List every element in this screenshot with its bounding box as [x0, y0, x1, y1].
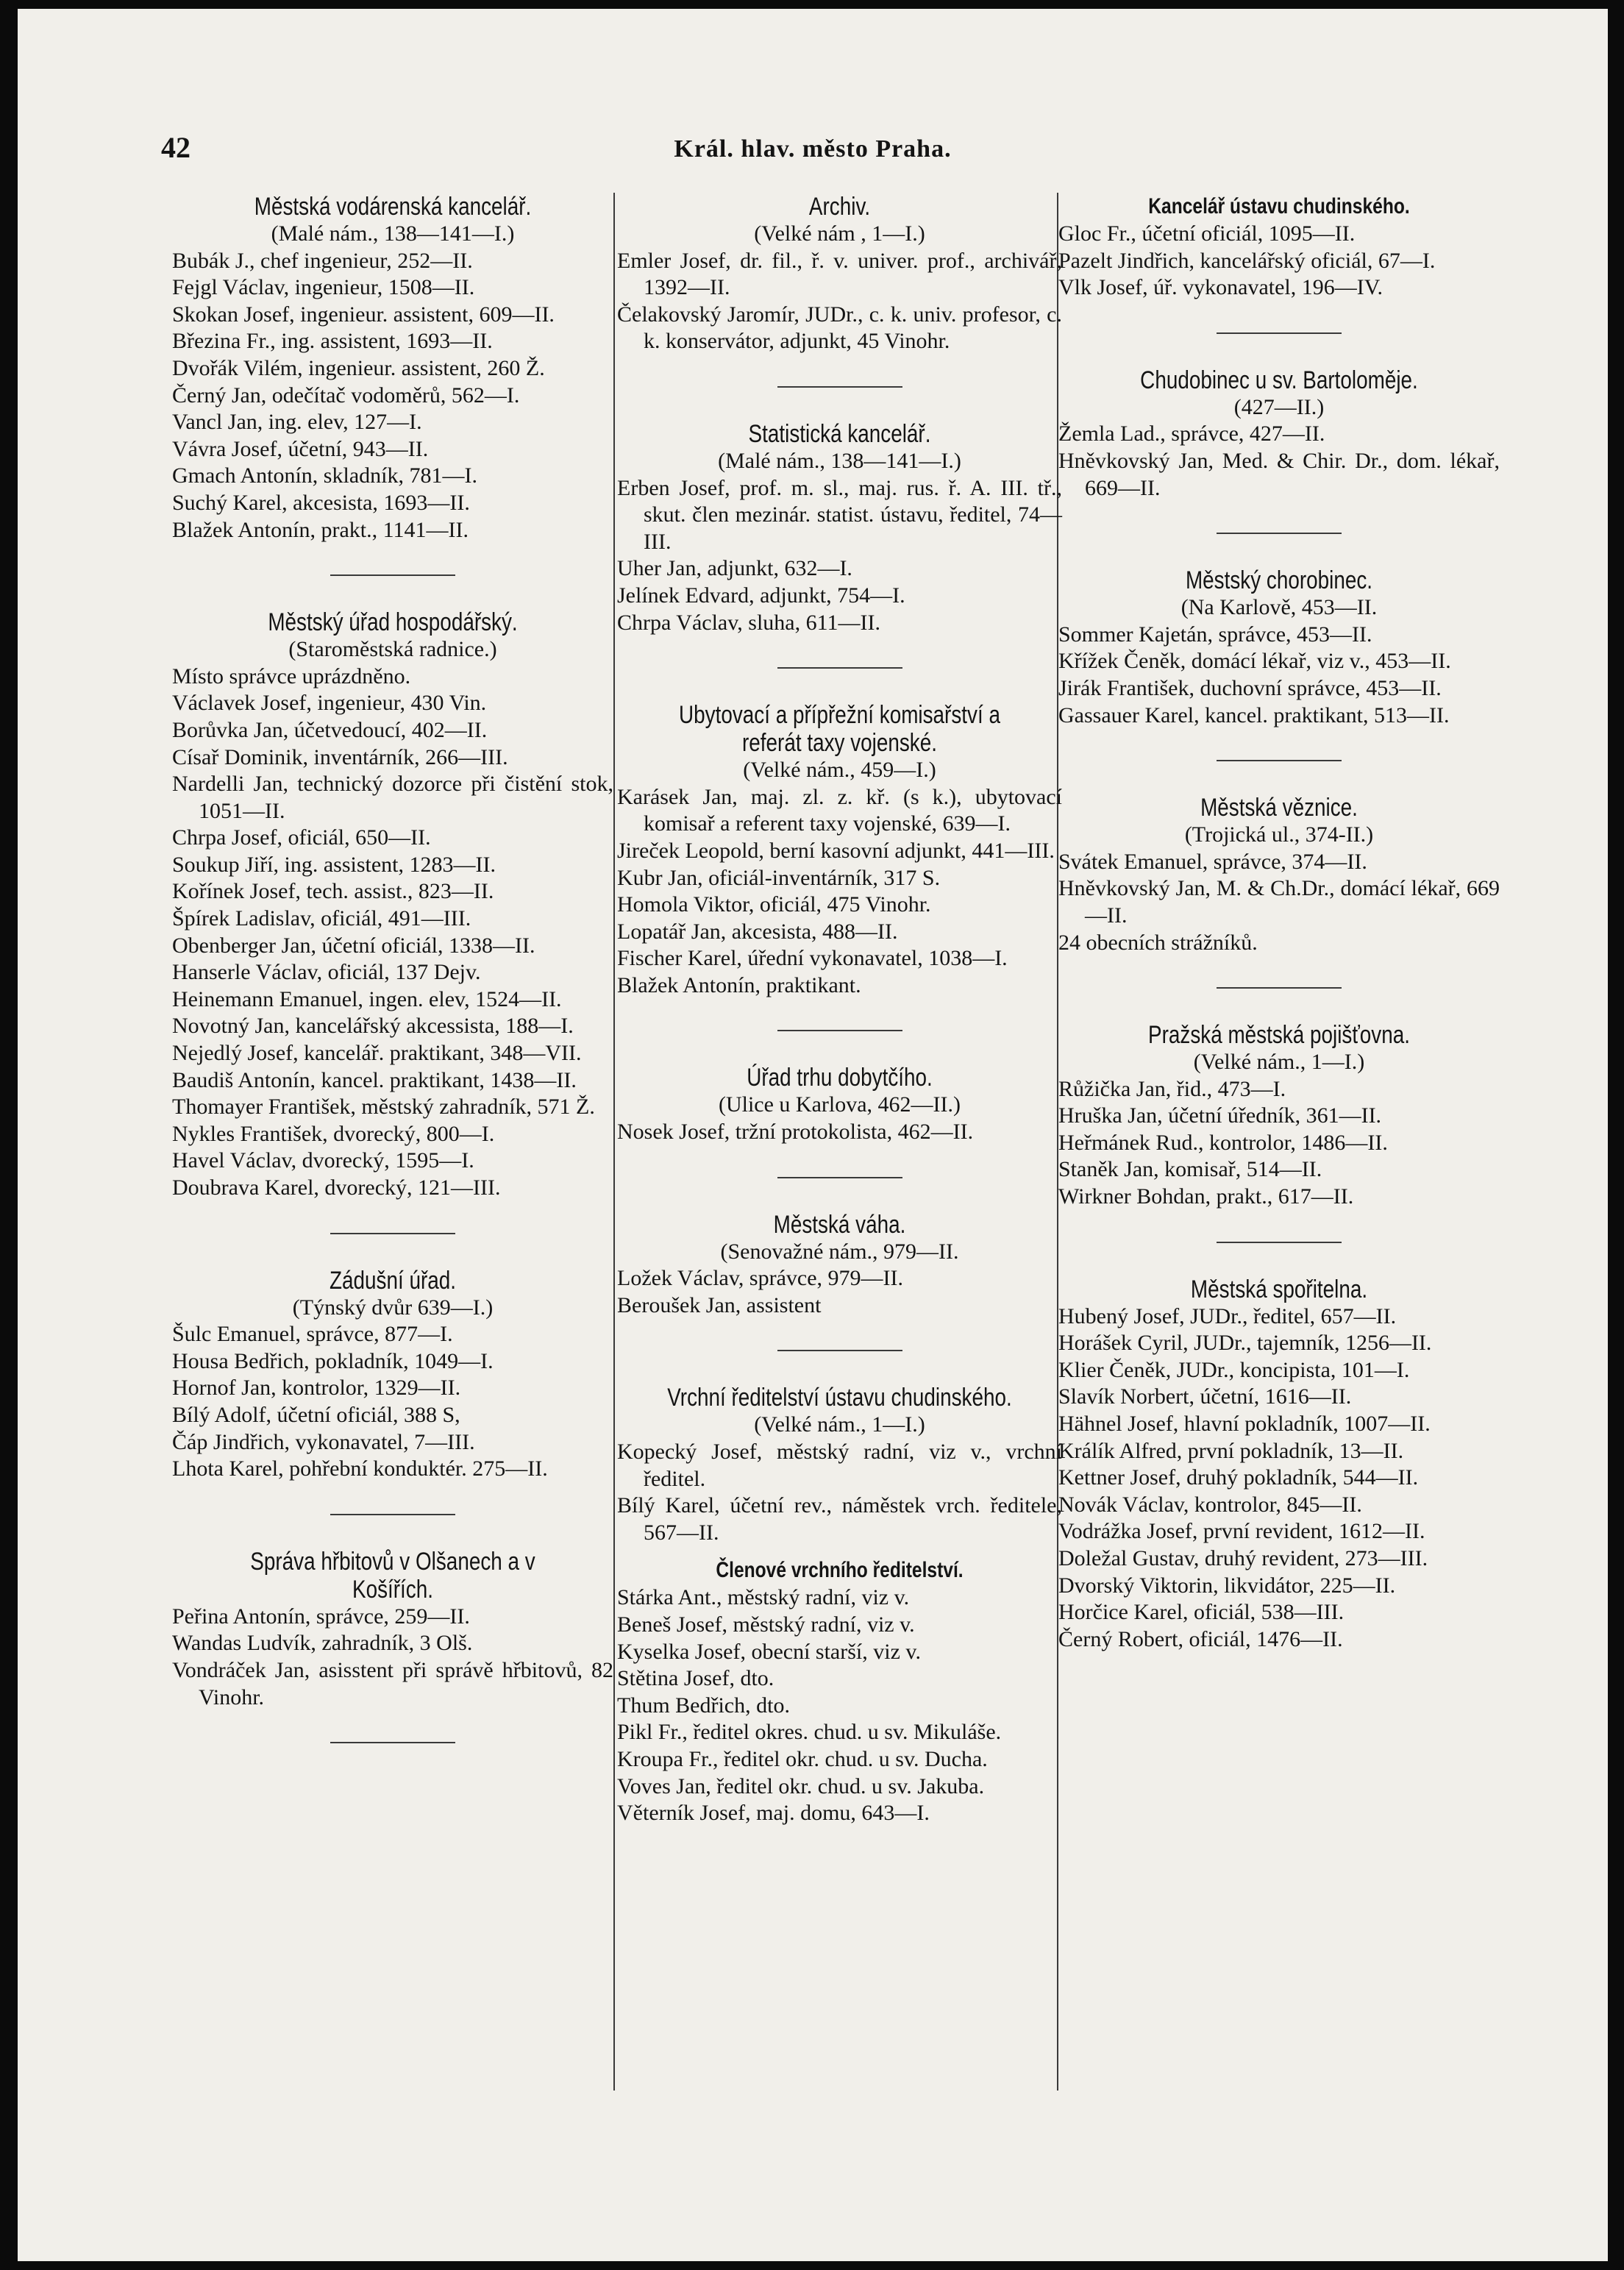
- section-divider: [1217, 332, 1342, 334]
- section-title: Městská vodárenská kancelář.: [254, 193, 532, 221]
- section-divider: [777, 667, 902, 669]
- directory-entry: Žemla Lad., správce, 427—II.: [1058, 421, 1325, 446]
- page-number: 42: [161, 131, 190, 164]
- directory-entry: Uher Jan, adjunkt, 632—I.: [617, 556, 852, 581]
- directory-entry: Hubený Josef, JUDr., ředitel, 657—II.: [1058, 1303, 1397, 1328]
- directory-entry: Chrpa Václav, sluha, 611—II.: [617, 610, 880, 635]
- section-title: Statistická kancelář.: [748, 419, 931, 448]
- directory-entry: Novák Václav, kontrolor, 845—II.: [1058, 1492, 1362, 1517]
- directory-entry: Ložek Václav, správce, 979—II.: [617, 1266, 904, 1291]
- directory-entry: Horášek Cyril, JUDr., tajemník, 1256—II.: [1058, 1331, 1432, 1356]
- directory-entry: Blažek Antonín, praktikant.: [617, 972, 861, 997]
- section-title: Vrchní ředitelství ústavu chudinského.: [667, 1384, 1012, 1412]
- section-title: Městská věznice.: [1200, 794, 1358, 822]
- directory-entry: Suchý Karel, akcesista, 1693—II.: [172, 490, 470, 515]
- column-left: [172, 193, 613, 1743]
- directory-entry: Kyselka Josef, obecní starší, viz v.: [617, 1639, 921, 1664]
- section: [617, 420, 1062, 636]
- directory-entry: Nejedlý Josef, kancelář. praktikant, 348—VII.: [172, 1041, 582, 1066]
- directory-entry: Hanserle Václav, oficiál, 137 Dejv.: [172, 960, 481, 985]
- directory-entry: Havel Václav, dvorecký, 1595—I.: [172, 1148, 474, 1173]
- section: [1058, 366, 1500, 502]
- directory-entry: Vodrážka Josef, první revident, 1612—II.: [1058, 1519, 1425, 1544]
- directory-entry: Beroušek Jan, assistent: [617, 1292, 822, 1317]
- section-divider: [330, 1742, 455, 1743]
- directory-entry: Gmach Antonín, skladník, 781—I.: [172, 463, 477, 488]
- directory-entry: Černý Jan, odečítač vodoměrů, 562—I.: [172, 383, 520, 408]
- section-address: (427—II.): [1233, 394, 1325, 419]
- section-title: Chudobinec u sv. Bartoloměje.: [1140, 366, 1418, 394]
- directory-entry: Černý Robert, oficiál, 1476—II.: [1058, 1626, 1343, 1651]
- directory-entry: Heinemann Emanuel, ingen. elev, 1524—II.: [172, 986, 562, 1011]
- directory-entry: Nosek Josef, tržní protokolista, 462—II.: [617, 1120, 974, 1145]
- directory-entry: Housa Bedřich, pokladník, 1049—I.: [172, 1348, 494, 1373]
- directory-entry: Kopecký Josef, městský radní, viz v., vrchní ředitel.: [617, 1440, 1062, 1491]
- directory-entry: Křížek Čeněk, domácí lékař, viz v., 453—II.: [1058, 649, 1451, 674]
- directory-entry: Fischer Karel, úřední vykonavatel, 1038—I.: [617, 946, 1008, 971]
- directory-entry: Emler Josef, dr. fil., ř. v. univer. prof., archivář, 1392—II.: [617, 248, 1062, 300]
- directory-entry: Vondráček Jan, asisstent při správě hřbitovů, 82 Vinohr.: [172, 1657, 613, 1709]
- section-divider: [1217, 1242, 1342, 1243]
- directory-entry: Kettner Josef, druhý pokladník, 544—II.: [1058, 1465, 1419, 1490]
- directory-entry: Thum Bedřich, dto.: [617, 1693, 790, 1718]
- section-divider: [1217, 533, 1342, 534]
- section-divider: [1217, 987, 1342, 989]
- directory-entry: Pikl Fr., ředitel okres. chud. u sv. Mikuláše.: [617, 1720, 1002, 1745]
- directory-entry: Václavek Josef, ingenieur, 430 Vin.: [172, 691, 487, 716]
- directory-entry: Doubrava Karel, dvorecký, 121—III.: [172, 1175, 501, 1200]
- section-title: Městská váha.: [773, 1210, 906, 1239]
- section-divider: [777, 386, 902, 388]
- section: [172, 608, 613, 1201]
- directory-entry: Borůvka Jan, účetvedoucí, 402—II.: [172, 717, 488, 742]
- directory-entry: Špírek Ladislav, oficiál, 491—III.: [172, 906, 471, 931]
- directory-entry: Dvořák Vilém, ingenieur. assistent, 260 Ž.: [172, 355, 545, 380]
- section-address: (Staroměstská radnice.): [288, 637, 497, 662]
- directory-entry: Čelakovský Jaromír, JUDr., c. k. univ. profesor, c. k. konservátor, adjunkt, 45 Vinohr.: [617, 302, 1062, 354]
- directory-entry: Bílý Adolf, účetní oficiál, 388 S,: [172, 1402, 460, 1427]
- column-middle: [617, 193, 1062, 1827]
- directory-entry: Vávra Josef, účetní, 943—II.: [172, 436, 429, 461]
- directory-entry: Hněvkovský Jan, M. & Ch.Dr., domácí lékař, 669—II.: [1058, 876, 1500, 928]
- section-title: Městský úřad hospodářský.: [268, 608, 518, 637]
- section: [172, 1267, 613, 1483]
- section: [617, 193, 1062, 355]
- directory-entry: Věterník Josef, maj. domu, 643—I.: [617, 1801, 930, 1826]
- section: [617, 701, 1062, 999]
- directory-entry: Stětina Josef, dto.: [617, 1666, 774, 1691]
- directory-entry: Obenberger Jan, účetní oficiál, 1338—II.: [172, 933, 535, 958]
- directory-entry: Karásek Jan, maj. zl. z. kř. (s k.), ubytovací komisař a referent taxy vojenské, 639—I.: [617, 784, 1062, 836]
- section-divider: [777, 1030, 902, 1031]
- column-rule: [613, 193, 615, 2091]
- directory-entry: Bubák J., chef ingenieur, 252—II.: [172, 248, 473, 273]
- section-address: (Velké nám , 1—I.): [754, 221, 925, 246]
- section-address: (Malé nám., 138—141—I.): [271, 221, 515, 246]
- directory-entry: Stárka Ant., městský radní, viz v.: [617, 1585, 910, 1610]
- directory-entry: Doležal Gustav, druhý revident, 273—III.: [1058, 1546, 1428, 1570]
- directory-entry: Soukup Jiří, ing. assistent, 1283—II.: [172, 852, 496, 877]
- directory-entry: Blažek Antonín, prakt., 1141—II.: [172, 517, 469, 542]
- directory-entry: Dvorský Viktorin, likvidátor, 225—II.: [1058, 1573, 1396, 1598]
- section-address: (Velké nám., 1—I.): [1193, 1050, 1365, 1075]
- directory-entry: Horčice Karel, oficiál, 538—III.: [1058, 1600, 1345, 1625]
- section-address: (Ulice u Karlova, 462—II.): [718, 1092, 961, 1117]
- directory-entry: Baudiš Antonín, kancel. praktikant, 1438—II.: [172, 1067, 577, 1092]
- section: [617, 1064, 1062, 1145]
- column-right: [1058, 193, 1500, 1653]
- directory-entry: Jireček Leopold, berní kasovní adjunkt, 441—III.: [617, 838, 1055, 863]
- directory-entry: Čáp Jindřich, vykonavatel, 7—III.: [172, 1429, 475, 1454]
- directory-entry: Homola Viktor, oficiál, 475 Vinohr.: [617, 892, 931, 917]
- section-divider: [1217, 760, 1342, 761]
- directory-entry: Gloc Fr., účetní oficiál, 1095—II.: [1058, 221, 1356, 246]
- section-title: Archiv.: [808, 193, 871, 221]
- section-address: (Senovažné nám., 979—II.: [720, 1239, 959, 1264]
- section: [1058, 566, 1500, 729]
- section-address: (Trojická ul., 374-II.): [1184, 822, 1374, 847]
- directory-entry: Hornof Jan, kontrolor, 1329—II.: [172, 1376, 461, 1401]
- section-title: Kancelář ústavu chudinského.: [1148, 194, 1410, 218]
- directory-entry: Březina Fr., ing. assistent, 1693—II.: [172, 329, 493, 354]
- directory-entry: Gassauer Karel, kancel. praktikant, 513—II.: [1058, 702, 1450, 727]
- directory-entry: Kořínek Josef, tech. assist., 823—II.: [172, 879, 494, 904]
- directory-entry: Sommer Kajetán, správce, 453—II.: [1058, 622, 1372, 647]
- directory-entry: Pazelt Jindřich, kancelářský oficiál, 67—I.: [1058, 248, 1436, 273]
- directory-entry: 24 obecních strážníků.: [1058, 930, 1258, 955]
- section-divider: [330, 1514, 455, 1515]
- directory-entry: Slavík Norbert, účetní, 1616—II.: [1058, 1384, 1352, 1409]
- directory-entry: Nykles František, dvorecký, 800—I.: [172, 1121, 495, 1146]
- scanned-page: [18, 9, 1608, 2261]
- directory-entry: Lopatář Jan, akcesista, 488—II.: [617, 919, 898, 944]
- section-address: (Velké nám., 459—I.): [743, 758, 936, 783]
- directory-entry: Kubr Jan, oficiál-inventárník, 317 S.: [617, 865, 941, 890]
- directory-entry: Staněk Jan, komisař, 514—II.: [1058, 1157, 1322, 1182]
- directory-entry: Vancl Jan, ing. elev, 127—I.: [172, 410, 422, 435]
- directory-entry: Císař Dominik, inventárník, 266—III.: [172, 744, 508, 769]
- directory-entry: Růžička Jan, řid., 473—I.: [1058, 1076, 1286, 1101]
- section: [1058, 1021, 1500, 1211]
- directory-entry: Voves Jan, ředitel okr. chud. u sv. Jakuba.: [617, 1773, 985, 1798]
- section-divider: [777, 1350, 902, 1351]
- section-title: Ubytovací a přípřežní komisařství a referát taxy vojenské.: [679, 701, 1000, 758]
- directory-entry: Hněvkovský Jan, Med. & Chir. Dr., dom. lékař, 669—II.: [1058, 448, 1500, 500]
- section: [1058, 193, 1500, 302]
- directory-entry: Chrpa Josef, oficiál, 650—II.: [172, 825, 431, 850]
- directory-entry: Jelínek Edvard, adjunkt, 754—I.: [617, 583, 905, 608]
- section-divider: [330, 1233, 455, 1234]
- directory-entry: Wirkner Bohdan, prakt., 617—II.: [1058, 1184, 1354, 1209]
- directory-entry: Lhota Karel, pohřební konduktér. 275—II.: [172, 1456, 548, 1481]
- directory-entry: Králík Alfred, první pokladník, 13—II.: [1058, 1438, 1404, 1463]
- directory-entry: Skokan Josef, ingenieur. assistent, 609—II.: [172, 302, 555, 327]
- directory-entry: Novotný Jan, kancelářský akcessista, 188—I.: [172, 1014, 574, 1039]
- directory-entry: Nardelli Jan, technický dozorce při čistění stok, 1051—II.: [172, 772, 613, 823]
- directory-entry: Beneš Josef, městský radní, viz v.: [617, 1612, 915, 1637]
- directory-entry: Kroupa Fr., ředitel okr. chud. u sv. Ducha.: [617, 1746, 988, 1771]
- directory-entry: Heřmánek Rud., kontrolor, 1486—II.: [1058, 1130, 1388, 1155]
- directory-entry: Thomayer František, městský zahradník, 571 Ž.: [172, 1095, 595, 1120]
- directory-entry: Šulc Emanuel, správce, 877—I.: [172, 1322, 453, 1347]
- running-head: Král. hlav. město Praha.: [674, 135, 952, 163]
- directory-entry: Klier Čeněk, JUDr., koncipista, 101—I.: [1058, 1357, 1410, 1382]
- directory-entry: Vlk Josef, úř. vykonavatel, 196—IV.: [1058, 275, 1383, 300]
- section: [172, 1548, 613, 1711]
- section-title: Správa hřbitovů v Olšanech a v Košířích.: [250, 1547, 535, 1604]
- section-title: Městská spořitelna.: [1190, 1275, 1368, 1303]
- directory-entry: Hruška Jan, účetní úředník, 361—II.: [1058, 1103, 1382, 1128]
- section-divider: [330, 574, 455, 576]
- directory-entry: Hähnel Josef, hlavní pokladník, 1007—II.: [1058, 1412, 1431, 1437]
- section: [617, 1384, 1062, 1826]
- directory-entry: Erben Josef, prof. m. sl., maj. rus. ř. A. III. tř., skut. člen mezinár. statist. ústavu, ředitel, 74—III.: [617, 475, 1062, 554]
- directory-entry: Jirák František, duchovní správce, 453—II.: [1058, 675, 1442, 700]
- section: [1058, 1275, 1500, 1654]
- section-title: Pražská městská pojišťovna.: [1147, 1021, 1411, 1050]
- section-address: (Malé nám., 138—141—I.): [718, 448, 961, 473]
- section: [1058, 794, 1500, 956]
- subsection-title: Členové vrchního ředitelství.: [716, 1558, 964, 1583]
- section: [172, 193, 613, 544]
- section-address: (Týnský dvůr 639—I.): [292, 1295, 494, 1320]
- section-title: Zádušní úřad.: [329, 1266, 457, 1295]
- section-title: Úřad trhu dobytčího.: [747, 1064, 933, 1092]
- section-address: (Na Karlově, 453—II.: [1180, 595, 1378, 620]
- directory-entry: Peřina Antonín, správce, 259—II.: [172, 1604, 470, 1629]
- directory-entry: Bílý Karel, účetní rev., náměstek vrch. ředitele, 567—II.: [617, 1493, 1062, 1545]
- section-title: Městský chorobinec.: [1185, 566, 1373, 595]
- section: [617, 1211, 1062, 1320]
- directory-entry: Svátek Emanuel, správce, 374—II.: [1058, 849, 1367, 874]
- section-divider: [777, 1177, 902, 1178]
- section-address: (Velké nám., 1—I.): [754, 1412, 925, 1437]
- directory-entry: Místo správce uprázdněno.: [172, 663, 411, 689]
- directory-entry: Fejgl Václav, ingenieur, 1508—II.: [172, 275, 475, 300]
- directory-entry: Wandas Ludvík, zahradník, 3 Olš.: [172, 1631, 473, 1656]
